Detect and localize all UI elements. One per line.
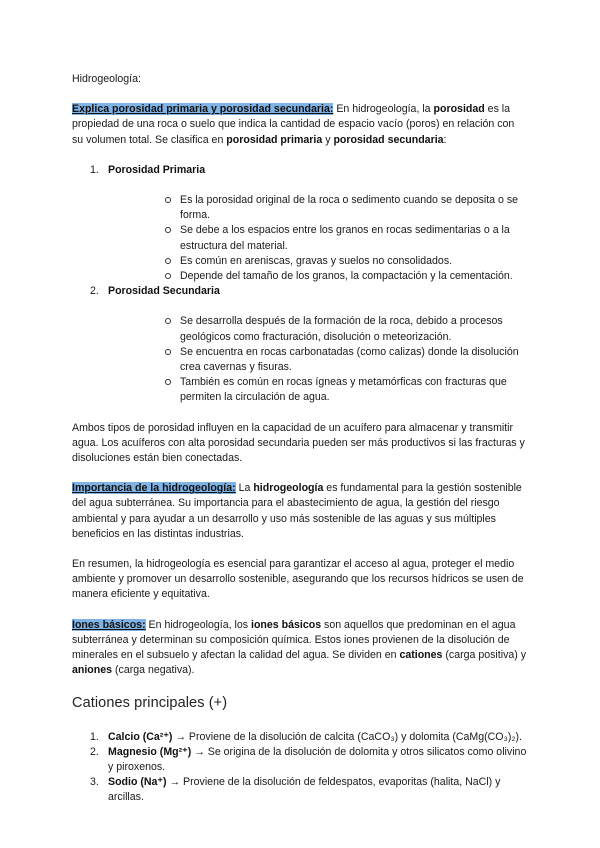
section-heading-ions: Iones básicos: xyxy=(72,618,146,631)
bold-term: porosidad primaria xyxy=(226,133,323,146)
text-run: y xyxy=(322,133,334,146)
cation-name: Sodio (Na⁺) xyxy=(108,776,167,789)
text-run: : xyxy=(443,133,447,146)
importance-paragraph xyxy=(72,481,528,542)
text-run: son aquellos que predominan en el agua subterránea y determinan su composición química. Estos iones provienen de la disolución de minerales en el subsuelo y afectan la calidad del agua. Se dividen en xyxy=(72,618,516,662)
cation-description: → Proviene de la disolución de calcita (CaCO₃) y dolomita (CaMg(CO₃)₂). xyxy=(172,730,522,743)
cation-name: Calcio (Ca²⁺) xyxy=(108,730,173,743)
porosity-list xyxy=(72,163,528,406)
bullet-text: Depende del tamaño de los granos, la compactación y la cementación. xyxy=(180,270,513,283)
text-run: (carga positiva) y xyxy=(442,649,527,662)
bullet-item xyxy=(108,375,528,405)
list-item xyxy=(72,730,528,745)
cations-heading: Cationes principales (+) xyxy=(72,694,228,711)
text-run: En hidrogeología, los xyxy=(145,618,252,631)
text-run: es la propiedad de una roca o suelo que indica la cantidad de espacio vacío (poros) en relación con su volumen total. Se clasifica en xyxy=(72,103,515,146)
list-item xyxy=(72,745,528,775)
ions-paragraph xyxy=(72,618,528,679)
cation-name: Magnesio (Mg²⁺) xyxy=(108,745,192,758)
list-item xyxy=(72,284,528,405)
bold-term: porosidad secundaria xyxy=(333,133,444,146)
bullet-item xyxy=(108,314,528,344)
bullet-text: Es común en areniscas, gravas y suelos no consolidados. xyxy=(180,254,453,267)
bold-term: iones básicos xyxy=(251,618,322,631)
bullet-item xyxy=(108,193,528,223)
section-heading-importance: Importancia de la hidrogeología: xyxy=(72,482,236,495)
circle-bullet-icon xyxy=(165,273,171,279)
circle-bullet-icon xyxy=(165,258,171,264)
list-number: 3. xyxy=(90,776,99,789)
cations-list xyxy=(72,730,528,806)
circle-bullet-icon xyxy=(165,227,171,233)
text-run: (carga negativa). xyxy=(112,664,195,677)
bullet-text: Se encuentra en rocas carbonatadas (como calizas) donde la disolución crea cavernas y fisuras. xyxy=(180,345,519,374)
bullet-item xyxy=(108,345,528,375)
cation-description: → Proviene de la disolución de feldespatos, evaporitas (halita, NaCl) y arcillas. xyxy=(108,776,501,804)
bullet-text: Se debe a los espacios entre los granos en rocas sedimentarias o a la estructura del material. xyxy=(180,224,510,252)
list-number: 1. xyxy=(90,163,99,176)
sub-bullet-list xyxy=(108,314,528,405)
list-item-title: Porosidad Primaria xyxy=(108,163,206,176)
sub-bullet-list xyxy=(108,193,528,284)
bold-term: hidrogeología xyxy=(253,482,324,495)
bold-term: aniones xyxy=(72,664,113,677)
list-item xyxy=(72,163,528,284)
bullet-text: También es común en rocas ígneas y metamórficas con fracturas que permiten la circulación de agua. xyxy=(180,376,507,404)
circle-bullet-icon xyxy=(165,197,171,203)
summary-paragraph: En resumen, la hidrogeología es esencial para garantizar el acceso al agua, proteger el medio ambiente y promover un desarrollo sostenible, asegurando que los recursos hídricos se usen de manera eficiente y equitativa. xyxy=(72,558,524,601)
document-title: Hidrogeología: xyxy=(72,73,141,85)
bullet-item xyxy=(108,269,528,284)
text-run: es fundamental para la gestión sostenible del agua subterránea. Su importancia para el abastecimiento de agua, la gestión del riesgo ambiental y para ayudar a un desarrollo y uso más sostenible de las aguas y sus múltiples beneficios en las distintas industrias. xyxy=(72,482,522,540)
porosity-intro-paragraph xyxy=(72,102,528,148)
circle-bullet-icon xyxy=(165,318,171,324)
bullet-item xyxy=(108,223,528,253)
list-number: 2. xyxy=(90,745,99,758)
list-item xyxy=(72,775,528,805)
porosity-closing-paragraph: Ambos tipos de porosidad influyen en la capacidad de un acuífero para almacenar y transmitir agua. Los acuíferos con alta porosidad secundaria pueden ser más productivos si las fracturas y disoluciones están bien conectadas. xyxy=(72,421,525,465)
bold-term: cationes xyxy=(399,649,443,662)
list-number: 2. xyxy=(90,285,99,298)
list-number: 1. xyxy=(90,730,99,743)
bullet-item xyxy=(108,254,528,269)
circle-bullet-icon xyxy=(165,379,171,385)
bullet-text: Se desarrolla después de la formación de la roca, debido a procesos geológicos como fracturación, disolución o meteorización. xyxy=(180,315,503,343)
text-run: En hidrogeología, la xyxy=(333,103,434,116)
bullet-text: Es la porosidad original de la roca o sedimento cuando se deposita o se forma. xyxy=(180,194,519,222)
circle-bullet-icon xyxy=(165,349,171,355)
section-heading-porosity: Explica porosidad primaria y porosidad secundaria: xyxy=(72,103,334,116)
text-run: La xyxy=(235,482,254,495)
bold-term: porosidad xyxy=(433,103,485,116)
list-item-title: Porosidad Secundaria xyxy=(108,285,220,298)
cation-description: → Se origina de la disolución de dolomita y otros silicatos como olivino y piroxenos. xyxy=(108,745,527,773)
